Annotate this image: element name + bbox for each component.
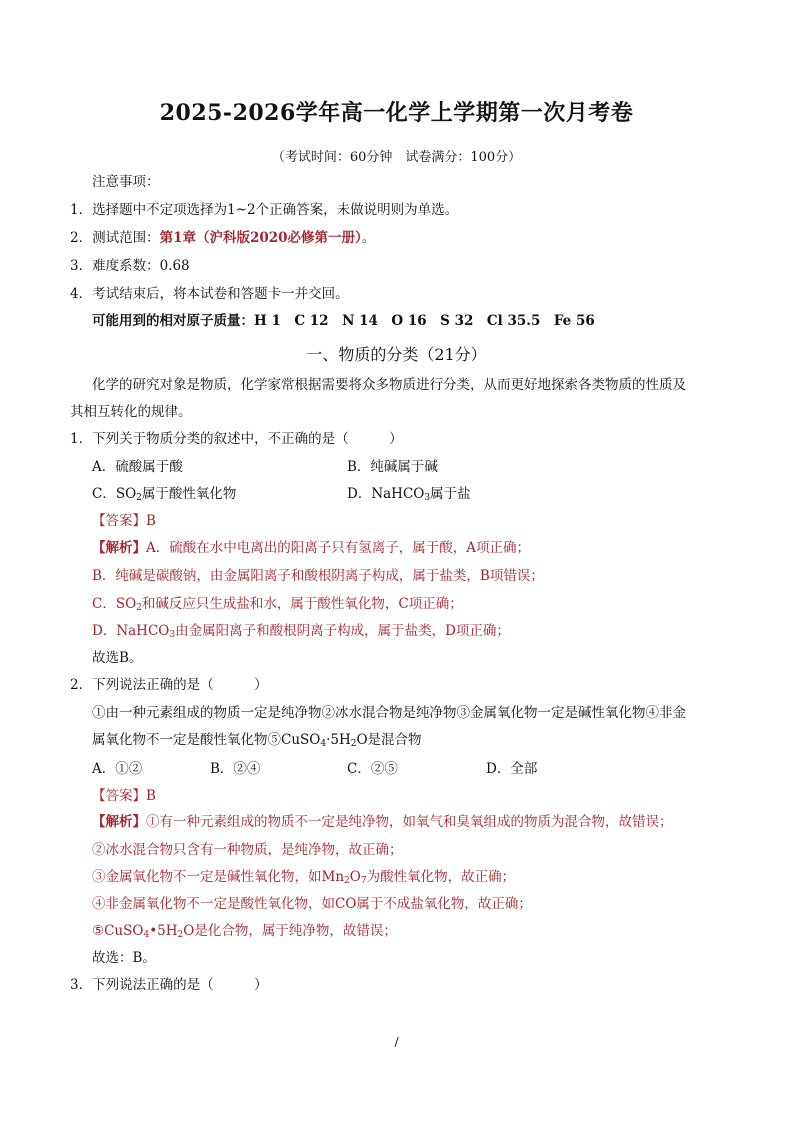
notice-item-4: 4．考试结束后，将本试卷和答题卡一并交回。 — [70, 286, 349, 302]
q2-option-a: A．①② — [92, 761, 143, 777]
notice-range-tail: 。 — [361, 230, 376, 246]
question-1-stem: 1．下列关于物质分类的叙述中，不正确的是（ ） — [70, 431, 403, 447]
exam-subtitle: （考试时间：60分钟 试卷满分：100分） — [271, 150, 522, 165]
section-intro-line-1: 化学的研究对象是物质，化学家常根据需要将众多物质进行分类，从而更好地探索各类物质的性质及 — [92, 377, 686, 393]
q1-option-c: C．$SO_2$属于酸性氧化物 — [92, 486, 237, 503]
notice-item-1: 1．选择题中不定项选择为1~2个正确答案，未做说明则为单选。 — [70, 202, 459, 218]
q1-option-a: A．硫酸属于酸 — [92, 459, 183, 475]
q1-conclusion: 故选B。 — [92, 650, 143, 666]
q2-analysis-2: ②冰水混合物只含有一种物质，是纯净物，故正确； — [92, 842, 403, 858]
q1-option-b: B．纯碱属于碱 — [347, 459, 438, 475]
notice-range-highlight: 第1章（沪科版2020必修第一册） — [159, 230, 362, 246]
q2-analysis-5: $⑤CuSO_4•5H_2O$是化合物，属于纯净物，故错误； — [92, 923, 397, 940]
page-footer-mark: / — [394, 1035, 399, 1049]
question-3-stem: 3．下列说法正确的是（ ） — [70, 977, 268, 993]
notice-item-2 — [70, 228, 375, 248]
section-title: 一、物质的分类（21分） — [306, 345, 487, 364]
q1-analysis-a: 【解析】A．硫酸在水中电离出的阳离子只有氢离子，属于酸，A项正确； — [92, 540, 530, 556]
page-title: 2025-2026学年高一化学上学期第一次月考卷 — [159, 100, 634, 126]
notice-heading: 注意事项： — [92, 174, 160, 190]
q1-answer: 【答案】B — [92, 513, 156, 529]
q2-conclusion: 故选：B。 — [92, 950, 156, 966]
question-2-stem: 2．下列说法正确的是（ ） — [70, 677, 268, 693]
q2-body-line-1: ①由一种元素组成的物质一定是纯净物②冰水混合物是纯净物③金属氧化物一定是碱性氧化物④非金 — [92, 705, 686, 721]
q1-analysis-c: C．$SO_2$和碱反应只生成盐和水，属于酸性氧化物，C项正确； — [92, 596, 463, 613]
atomic-mass-line: 可能用到的相对原子质量：H 1 C 12 N 14 O 16 S 32 Cl 35.5 Fe 56 — [92, 313, 595, 329]
q1-option-d: D．NaHCO$_3$属于盐 — [347, 486, 471, 503]
q1-analysis-b: B．纯碱是碳酸钠，由金属阳离子和酸根阴离子构成，属于盐类，B项错误； — [92, 568, 544, 584]
section-intro-line-2: 其相互转化的规律。 — [70, 404, 192, 420]
q2-analysis-4: ④非金属氧化物不一定是酸性氧化物，如CO属于不成盐氧化物，故正确； — [92, 896, 532, 912]
notice-item-3: 3．难度系数：0.68 — [70, 258, 190, 274]
q2-option-c: C．②⑤ — [347, 761, 398, 777]
q2-option-b: B．②④ — [210, 761, 261, 777]
q2-option-d: D．全部 — [486, 761, 538, 777]
notice-item-2-label: 2．测试范围： — [70, 230, 160, 246]
q2-analysis-1: 【解析】①有一种元素组成的物质不一定是纯净物，如氧气和臭氧组成的物质为混合物，故错误； — [92, 814, 673, 830]
q2-answer: 【答案】B — [92, 788, 156, 804]
q2-body-line-2: 属氧化物不一定是酸性氧化物$⑤CuSO_4\cdot 5H_2O$是混合物 — [92, 732, 422, 749]
q1-analysis-d: D．NaHCO$_3$由金属阳离子和酸根阴离子构成，属于盐类，D项正确； — [92, 623, 510, 640]
q2-analysis-3: ③金属氧化物不一定是碱性氧化物，如$Mn_2O_7$为酸性氧化物，故正确； — [92, 869, 516, 886]
